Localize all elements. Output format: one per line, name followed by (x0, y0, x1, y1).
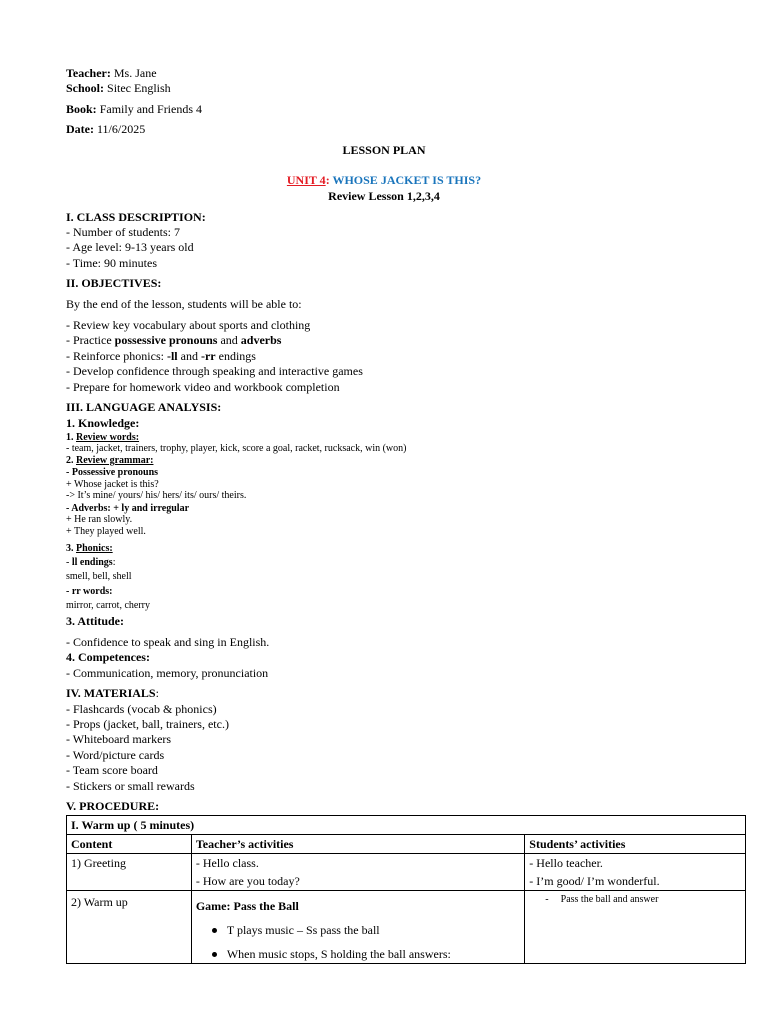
student-activity-line: - Hello teacher. (529, 856, 603, 870)
objectives-intro: By the end of the lesson, students will be able to: (66, 297, 302, 311)
table-cell (191, 854, 524, 891)
unit-name: WHOSE JACKET IS THIS? (332, 173, 482, 187)
knowledge-heading: 1. Knowledge: (66, 416, 140, 430)
materials-heading-colon: : (155, 686, 159, 700)
procedure-table (66, 815, 746, 964)
grammar-example: + They played well. (66, 526, 146, 537)
table-cell (191, 891, 524, 964)
school-value: Sitec English (104, 81, 171, 95)
rr-words-label (66, 586, 112, 598)
table-cell (525, 891, 746, 964)
objective-item (66, 349, 256, 363)
book-value: Family and Friends 4 (96, 102, 203, 116)
objective-bold-text: adverbs (240, 333, 282, 347)
teacher-value: Ms. Jane (110, 66, 157, 80)
date-label: Date: (66, 122, 94, 136)
column-header-content: Content (67, 835, 192, 854)
teacher-label: Teacher: (66, 66, 111, 80)
grammar-example: + Whose jacket is this? (66, 479, 159, 490)
review-words-label: Review words: (76, 432, 140, 443)
table-cell (67, 891, 192, 964)
grammar-example: + He ran slowly. (66, 514, 133, 525)
student-activity-text: Pass the ball and answer (560, 894, 659, 905)
table-header-row (67, 835, 746, 854)
rr-dash: - (66, 586, 72, 597)
student-activity-line (529, 893, 741, 907)
material-item: - Props (jacket, ball, trainers, etc.) (66, 717, 229, 731)
date-value: 11/6/2025 (93, 122, 146, 136)
competences-text: - Communication, memory, pronunciation (66, 666, 269, 680)
objective-item: - Prepare for homework video and workbook completion (66, 380, 340, 394)
stage-title: I. Warm up ( 5 minutes) (67, 816, 746, 835)
column-header-teacher: Teacher’s activities (191, 835, 524, 854)
content-label: 1) Greeting (71, 856, 126, 870)
ll-colon: : (112, 557, 116, 568)
ll-endings-label (66, 557, 115, 569)
unit-colon: : (325, 173, 333, 187)
section-class-description-heading: I. CLASS DESCRIPTION: (66, 210, 206, 224)
competences-heading: 4. Competences: (66, 650, 150, 664)
school-label: School: (66, 81, 105, 95)
phonics-heading (66, 543, 113, 555)
teacher-line (66, 66, 157, 80)
rr-words: mirror, carrot, cherry (66, 600, 150, 611)
lesson-subtitle: Review Lesson 1,2,3,4 (328, 189, 440, 203)
objective-text: and (177, 349, 201, 363)
rr-label: rr words: (71, 586, 113, 597)
possessive-pronouns-label: - Possessive pronouns (66, 467, 159, 478)
class-description-item: - Time: 90 minutes (66, 256, 158, 270)
phonics-number: 3. (66, 543, 76, 554)
material-item: - Stickers or small rewards (66, 779, 195, 793)
content-label: 2) Warm up (71, 895, 128, 909)
teacher-activity-line: - Hello class. (195, 856, 259, 870)
objective-text: and (217, 333, 241, 347)
column-header-students: Students’ activities (525, 835, 746, 854)
stage-title-row (67, 816, 746, 835)
teacher-activity-line: - How are you today? (195, 874, 300, 888)
objective-bold-text: -ll (166, 349, 178, 363)
objective-text: - Practice (66, 333, 115, 347)
section-objectives-heading: II. OBJECTIVES: (66, 276, 162, 290)
book-label: Book: (66, 102, 97, 116)
attitude-text: - Confidence to speak and sing in English. (66, 635, 270, 649)
review-grammar-number: 2. (66, 455, 76, 466)
bullet-icon (212, 952, 217, 957)
table-row (67, 891, 746, 964)
game-title: Game: Pass the Ball (195, 899, 299, 913)
material-item: - Team score board (66, 763, 158, 777)
materials-heading-text: IV. MATERIALS (66, 686, 156, 700)
attitude-heading: 3. Attitude: (66, 614, 124, 628)
dash-icon: - (545, 894, 549, 905)
book-line (66, 102, 202, 116)
review-words-number: 1. (66, 432, 76, 443)
unit-title (66, 173, 702, 187)
section-procedure-heading: V. PROCEDURE: (66, 799, 160, 813)
teacher-bullet (196, 945, 520, 963)
teacher-bullet-text: When music stops, S holding the ball answers: (226, 947, 451, 961)
objective-item: - Develop confidence through speaking and interactive games (66, 364, 363, 378)
objective-text: endings (215, 349, 256, 363)
document-title: LESSON PLAN (342, 143, 426, 157)
material-item: - Word/picture cards (66, 748, 165, 762)
objective-item: - Review key vocabulary about sports and clothing (66, 318, 311, 332)
unit-number: UNIT 4 (286, 173, 326, 187)
objective-item (66, 333, 281, 347)
objective-bold-text: -rr (200, 349, 216, 363)
review-words-list: - team, jacket, trainers, trophy, player, kick, score a goal, racket, rucksack, win (won) (66, 443, 407, 454)
class-description-item: - Number of students: 7 (66, 225, 180, 239)
student-activity-line: - I’m good/ I’m wonderful. (529, 874, 660, 888)
school-line (66, 81, 171, 95)
objective-text: - Reinforce phonics: (66, 349, 167, 363)
adverbs-label: - Adverbs: + ly and irregular (66, 503, 190, 514)
material-item: - Whiteboard markers (66, 732, 172, 746)
table-cell (67, 854, 192, 891)
table-row (67, 854, 746, 891)
review-grammar-heading (66, 455, 153, 467)
ll-dash: - (66, 557, 72, 568)
ll-words: smell, bell, shell (66, 571, 132, 582)
section-language-analysis-heading: III. LANGUAGE ANALYSIS: (66, 400, 222, 414)
material-item: - Flashcards (vocab & phonics) (66, 702, 217, 716)
table-cell (525, 854, 746, 891)
objective-bold-text: possessive pronouns (114, 333, 218, 347)
ll-label: ll endings (71, 557, 113, 568)
teacher-bullet (196, 921, 520, 939)
section-materials-heading (66, 686, 159, 700)
class-description-item: - Age level: 9-13 years old (66, 240, 194, 254)
review-grammar-label: Review grammar: (76, 455, 154, 466)
teacher-bullet-text: T plays music – Ss pass the ball (226, 923, 380, 937)
bullet-icon (212, 928, 217, 933)
grammar-example: -> It’s mine/ yours/ his/ hers/ its/ ours/ theirs. (66, 490, 247, 501)
phonics-label: Phonics: (76, 543, 113, 554)
date-line (66, 122, 145, 136)
